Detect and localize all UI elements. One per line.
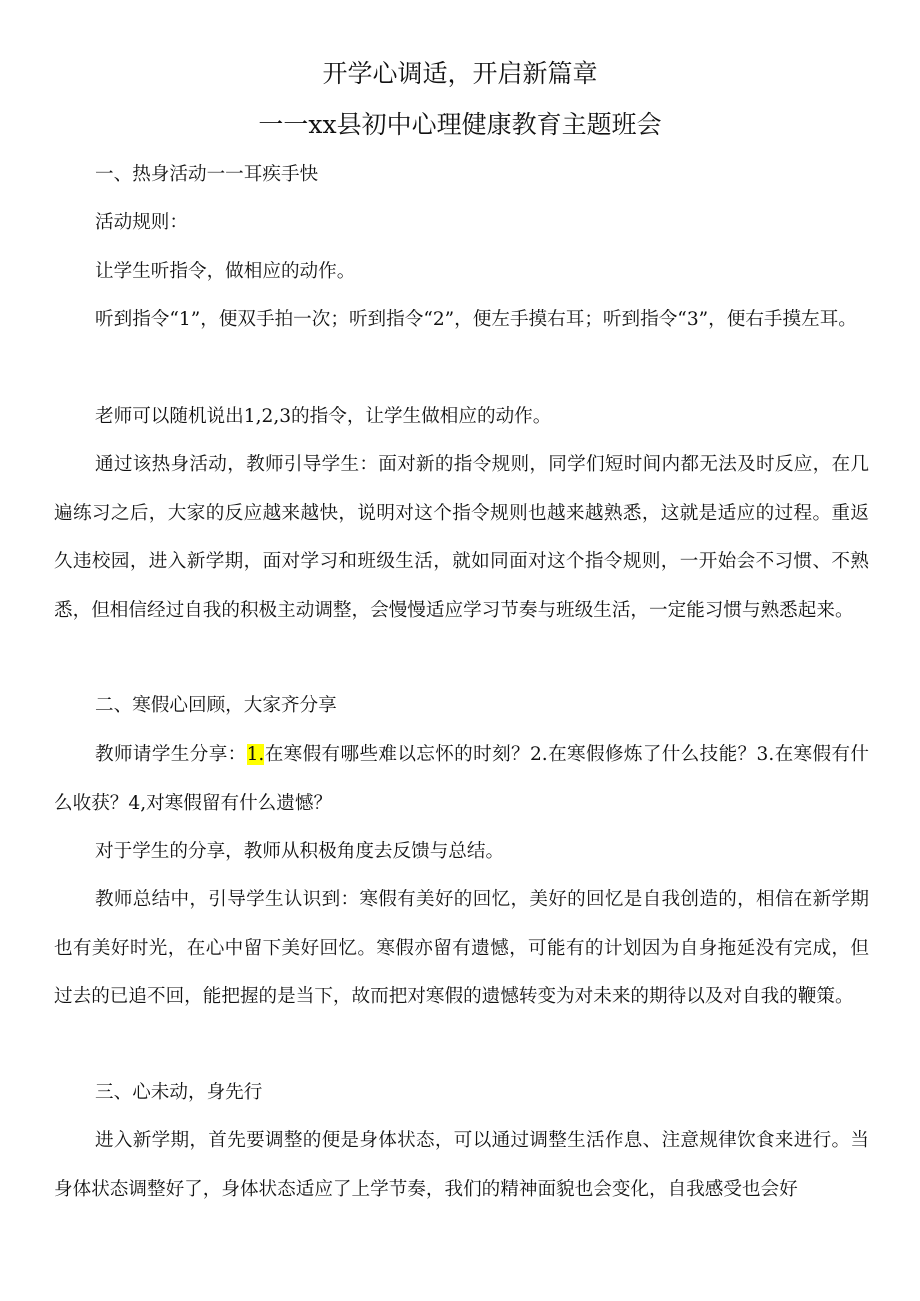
share-questions-paragraph	[54, 731, 869, 828]
feedback-paragraph: 对于学生的分享，教师从积极角度去反馈与总结。	[95, 841, 505, 862]
share-questions-text: 在寒假有哪些难以忘怀的时刻？2.在寒假修炼了什么技能？3.在寒假有什么收获？4,对寒假留有什么遗憾？	[54, 744, 869, 814]
body-state-paragraph: 进入新学期，首先要调整的便是身体状态，可以通过调整生活作息、注意规律饮食来进行。当身体状态调整好了，身体状态适应了上学节奏，我们的精神面貌也会变化，自我感受也会好	[54, 1130, 869, 1200]
document-subtitle: 一一xx县初中心理健康教育主题班会	[258, 110, 662, 139]
activity-rules-label: 活动规则：	[95, 212, 188, 233]
section-3-heading: 三、心未动，身先行	[95, 1082, 263, 1103]
section-2-heading: 二、寒假心回顾，大家齐分享	[95, 695, 337, 716]
teacher-summary-paragraph: 教师总结中，引导学生认识到：寒假有美好的回忆，美好的回忆是自我创造的，相信在新学期也有美好时光，在心中留下美好回忆。寒假亦留有遗憾，可能有的计划因为自身拖延没有完成，但过去的已追不回，能把握的是当下，故而把对寒假的遗憾转变为对未来的期待以及对自我的鞭策。	[54, 889, 869, 1007]
highlighted-number: 1.	[246, 744, 265, 765]
random-command-paragraph: 老师可以随机说出1,2,3的指令，让学生做相应的动作。	[95, 406, 552, 427]
document-title: 开学心调适，开启新篇章	[322, 59, 598, 88]
warmup-summary-paragraph: 通过该热身活动，教师引导学生：面对新的指令规则，同学们短时间内都无法及时反应，在几遍练习之后，大家的反应越来越快，说明对这个指令规则也越来越熟悉，这就是适应的过程。重返久违校园，进入新学期，面对学习和班级生活，就如同面对这个指令规则，一开始会不习惯、不熟悉，但相信经过自我的积极主动调整，会慢慢适应学习节奏与班级生活，一定能习惯与熟悉起来。	[54, 454, 869, 621]
section-1-heading: 一、热身活动一一耳疾手快	[95, 164, 319, 185]
share-prefix: 教师请学生分享：	[95, 744, 247, 765]
instruction-paragraph: 听到指令“1”，便双手拍一次；听到指令“2”，便左手摸右耳；听到指令“3”，便右手摸左耳。	[95, 309, 857, 330]
rules-paragraph: 让学生听指令，做相应的动作。	[95, 261, 356, 282]
